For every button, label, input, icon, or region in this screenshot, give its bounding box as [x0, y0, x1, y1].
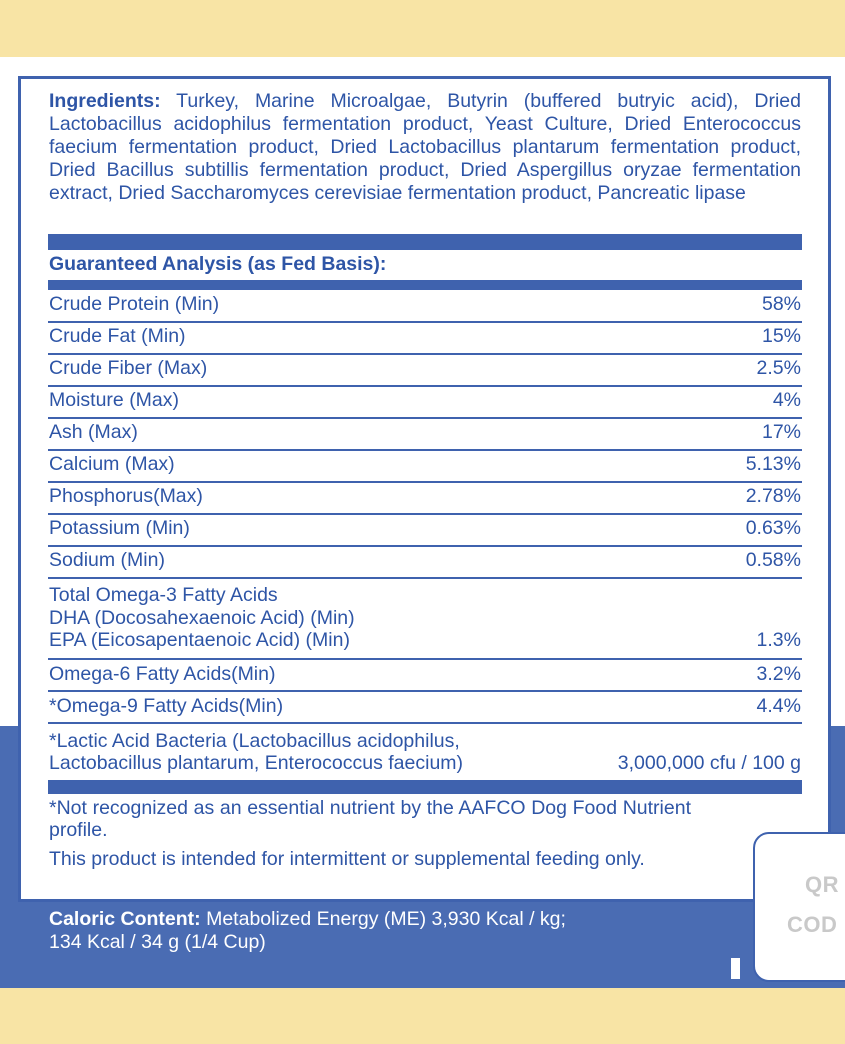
analysis-row [48, 355, 802, 387]
analysis-label: Calcium (Max) [49, 453, 175, 475]
omega3-row [48, 579, 802, 660]
analysis-label: Moisture (Max) [49, 389, 180, 411]
feeding-note: This product is intended for intermittent or supplemental feeding only. [49, 848, 645, 870]
analysis-row [48, 483, 802, 515]
caloric-content [49, 908, 729, 954]
omega3-total-label: Total Omega-3 Fatty Acids [49, 584, 278, 606]
analysis-row [48, 291, 802, 323]
analysis-value: 2.78% [745, 485, 801, 507]
analysis-label: Crude Protein (Min) [49, 293, 220, 315]
analysis-label: Potassium (Min) [49, 517, 190, 539]
analysis-value: 4.4% [756, 695, 801, 717]
analysis-value: 0.63% [745, 517, 801, 539]
caloric-heading: Caloric Content: [49, 908, 201, 930]
lactic-label-line2: Lactobacillus plantarum, Enterococcus faecium) [49, 752, 464, 774]
ingredients-text: Turkey, Marine Microalgae, Butyrin (buffered butryic acid), Dried Lactobacillus acidophilus fermentation product, Yeast Culture, Dried Enterococcus faecium fermentation product, Dried Lactobacillus plantarum fermentation product, Dried Bacillus subtillis fermentation product, Dried Aspergillus oryzae fermentation extract, Dried Saccharomyces cerevisiae fermentation product, Pancreatic lipase [49, 90, 801, 204]
top-cream-band [0, 0, 845, 57]
analysis-value: 0.58% [745, 549, 801, 571]
omega9-row [48, 692, 802, 724]
decorative-tick [731, 958, 740, 979]
omega3-dha-label: DHA (Docosahexaenoic Acid) (Min) [49, 607, 355, 629]
analysis-row [48, 515, 802, 547]
analysis-row [48, 419, 802, 451]
section-divider-bar [48, 234, 802, 250]
analysis-value: 5.13% [745, 453, 801, 475]
qr-label-line1: QR [805, 872, 839, 897]
ingredients-heading: Ingredients: [49, 90, 161, 112]
section-divider-bar [48, 780, 802, 794]
analysis-label: Ash (Max) [49, 421, 138, 443]
analysis-value: 17% [761, 421, 801, 443]
omega3-value: 1.3% [756, 629, 801, 651]
guaranteed-analysis-title: Guaranteed Analysis (as Fed Basis): [49, 253, 387, 275]
analysis-value: 2.5% [756, 357, 801, 379]
lactic-value: 3,000,000 cfu / 100 g [617, 752, 801, 774]
caloric-line2: 134 Kcal / 34 g (1/4 Cup) [49, 931, 266, 953]
analysis-label: Crude Fat (Min) [49, 325, 186, 347]
qr-label-line2: COD [787, 912, 838, 937]
analysis-value: 4% [772, 389, 801, 411]
lactic-label-line1: *Lactic Acid Bacteria (Lactobacillus acidophilus, [49, 730, 460, 752]
analysis-row [48, 323, 802, 355]
analysis-label: Sodium (Min) [49, 549, 165, 571]
analysis-value: 15% [761, 325, 801, 347]
analysis-row [48, 387, 802, 419]
caloric-line1: Metabolized Energy (ME) 3,930 Kcal / kg; [206, 908, 566, 930]
section-divider-bar [48, 280, 802, 290]
analysis-row [48, 451, 802, 483]
lactic-acid-row [48, 724, 802, 780]
omega3-epa-label: EPA (Eicosapentaenoic Acid) (Min) [49, 629, 350, 651]
omega6-row [48, 660, 802, 692]
analysis-label: Phosphorus(Max) [49, 485, 203, 507]
analysis-row [48, 547, 802, 579]
qr-code-box [753, 832, 845, 982]
analysis-label: Omega-6 Fatty Acids(Min) [49, 663, 276, 685]
aafco-note: *Not recognized as an essential nutrient by the AAFCO Dog Food Nutrient profile. [49, 797, 691, 841]
analysis-label: Crude Fiber (Max) [49, 357, 208, 379]
ingredients-paragraph [49, 90, 801, 205]
analysis-value: 3.2% [756, 663, 801, 685]
bottom-cream-band [0, 988, 845, 1044]
analysis-value: 58% [761, 293, 801, 315]
analysis-label: *Omega-9 Fatty Acids(Min) [49, 695, 284, 717]
